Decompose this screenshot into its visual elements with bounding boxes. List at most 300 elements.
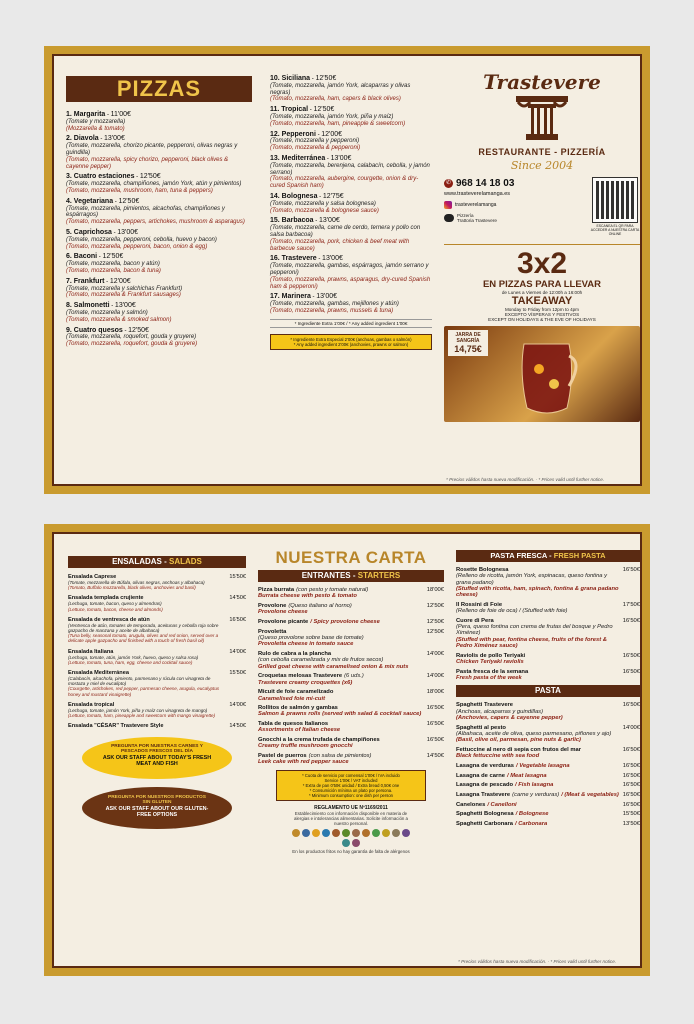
menu-row bbox=[258, 603, 444, 616]
pizza-name: 17. Marinera bbox=[270, 293, 311, 301]
salad-row bbox=[68, 649, 246, 665]
dish-name: Lasagna de carne bbox=[456, 772, 505, 779]
pizza-header bbox=[270, 294, 432, 301]
pizzas-panel bbox=[52, 54, 642, 486]
dish-desc-es: (carne y verduras) bbox=[512, 791, 560, 798]
extra-special-note-es: * Ingrediente Extra Especial 2'00€ (anchoas, gambas o salmón) bbox=[290, 336, 412, 342]
pizza-ingredients-es: (Tomate, mozzarella, chorizo picante, pepperoni, olivas negras y guindilla) bbox=[66, 143, 238, 156]
salad-row bbox=[68, 617, 246, 644]
starters-header: ENTRANTES - STARTERS bbox=[258, 570, 444, 582]
dish-price: 12'50€ bbox=[426, 628, 444, 635]
menu-row bbox=[258, 705, 444, 718]
salad-price: 14'50€ bbox=[229, 595, 246, 602]
dish-price: 16'50€ bbox=[426, 737, 444, 744]
promo-line-4: EXCEPTO VÍSPERAS Y FESTIVOS bbox=[504, 312, 580, 317]
menu-row-text bbox=[456, 567, 623, 598]
menu-row-text bbox=[456, 763, 623, 769]
pizza-name: 3. Cuatro estaciones bbox=[66, 173, 135, 181]
dish-price: 12'50€ bbox=[426, 602, 444, 609]
pizza-ingredients-en: (Tomato, mozzarella, prawns, asparagus, dry-cured Spanish ham & pepperoni) bbox=[270, 276, 431, 290]
pizza-name: 14. Bolognesa bbox=[270, 192, 318, 200]
pizza-item bbox=[66, 328, 252, 348]
menu-row bbox=[456, 653, 640, 666]
dish-desc-es: (Albahaca, aceite de oliva, queso parmesano, piñones y ajo) bbox=[456, 730, 612, 737]
pizza-separator: - bbox=[104, 278, 110, 285]
pizza-name: 11. Tropical bbox=[270, 106, 309, 114]
dish-price: 12'50€ bbox=[426, 618, 444, 625]
salad-row bbox=[68, 723, 246, 729]
menu-row-text bbox=[456, 653, 623, 666]
pizza-header bbox=[66, 174, 252, 181]
pizza-separator: - bbox=[308, 107, 314, 114]
dish-name: Fettuccine al nero di sepia con frutos del mar bbox=[456, 746, 581, 753]
salad-text bbox=[68, 723, 229, 729]
pizza-name: 13. Mediterránea bbox=[270, 154, 326, 162]
salad-text bbox=[68, 574, 229, 590]
pizza-separator: - bbox=[109, 303, 115, 310]
pizza-price: 13'00€ bbox=[322, 255, 343, 263]
menu-row-text bbox=[456, 802, 623, 808]
pizza-ingredients-es: (Tomate, mozzarella, champiñones, jamón York, atún y pimientos) bbox=[66, 181, 242, 188]
dish-price: 14'00€ bbox=[426, 673, 444, 680]
tripadvisor-line-2[interactable]: Trattoria Trastevere bbox=[457, 218, 497, 223]
allergen-sulphite-icon bbox=[402, 829, 410, 837]
pizza-name: 9. Cuatro quesos bbox=[66, 326, 123, 334]
allergen-mollusc-icon bbox=[342, 839, 350, 847]
pizza-ingredients-en: (Tomato, mozzarella, peppers, artichokes, mushroom & asparagus) bbox=[66, 219, 245, 226]
menu-row-text bbox=[258, 705, 427, 718]
pasta-column bbox=[456, 534, 640, 966]
pizza-separator: - bbox=[316, 256, 323, 263]
pizza-list-right bbox=[270, 76, 432, 315]
pizza-ingredients-es: (Tomate y mozzarella) bbox=[66, 118, 126, 125]
footer-note-top: * Precios válidos hasta nueva modificación. · * Prices valid until further notice. bbox=[446, 477, 605, 482]
service-box bbox=[276, 770, 426, 801]
menu-row-text bbox=[258, 721, 427, 734]
tripadvisor-line-1: Pizzería bbox=[457, 213, 474, 218]
menu-row-text bbox=[258, 629, 427, 648]
pizza-separator: - bbox=[105, 112, 111, 118]
pizza-item bbox=[270, 156, 432, 190]
pizza-header bbox=[66, 303, 252, 310]
column-logo-icon bbox=[512, 94, 572, 142]
pizza-header bbox=[270, 132, 432, 139]
pizza-price: 12'50€ bbox=[118, 197, 140, 205]
menu-row-text bbox=[456, 773, 623, 779]
phone-number[interactable]: 968 14 18 03 bbox=[456, 178, 515, 189]
salad-desc-es: (Lechuga, tomate, jamón York, piña y maíz con vinagreta de mango) bbox=[68, 707, 208, 713]
pizza-ingredients-es: (Tomate, mozzarella, gambas, mejillones y atún) bbox=[270, 301, 399, 308]
dish-price: 14'00€ bbox=[426, 650, 444, 657]
salads-header: ENSALADAS - SALADS bbox=[68, 556, 246, 568]
pizza-item bbox=[66, 174, 252, 194]
pizzas-column-right bbox=[270, 56, 432, 484]
pizza-header bbox=[270, 156, 432, 163]
dish-price: 16'50€ bbox=[622, 746, 640, 753]
salad-name: Ensalada "CÉSAR" Trastevere Style bbox=[68, 723, 164, 730]
pizza-price: 13'00€ bbox=[117, 228, 139, 236]
salad-price: 15'50€ bbox=[229, 574, 246, 580]
pizza-item bbox=[270, 256, 432, 290]
pizza-item bbox=[270, 294, 432, 314]
pizza-name: 15. Barbacoa bbox=[270, 217, 314, 225]
menu-row-text bbox=[258, 689, 427, 702]
dish-name: Croquetas melosas Trastevere bbox=[258, 673, 343, 680]
pizza-item bbox=[66, 230, 252, 250]
pizza-ingredients-en: (Tomato, mozzarella, roquefort, gouda & gruyere) bbox=[66, 341, 198, 348]
dish-name: Tabla de quesos Italianos bbox=[258, 721, 329, 728]
dish-desc-es: (Relleno de foie de oca) / (Stuffed with foie) bbox=[456, 608, 568, 615]
pizza-ingredients-es: (Tomate, mozzarella, berenjena, calabacín, cebolla, y jamón serrano) bbox=[270, 162, 430, 176]
pizza-ingredients-es: (Tomate, mozzarella, bacon y atún) bbox=[66, 261, 160, 268]
menu-row bbox=[456, 811, 640, 817]
ask-meat-es: PREGUNTA POR NUESTRAS CARNES Y PESCADOS FRESCOS DEL DÍA bbox=[111, 744, 203, 755]
pizza-price: 12'00€ bbox=[109, 277, 131, 285]
menu-row bbox=[258, 673, 444, 686]
pizza-price: 12'50€ bbox=[313, 106, 335, 114]
menu-row bbox=[456, 802, 640, 808]
fresh-pasta-title-es: PASTA FRESCA bbox=[490, 551, 548, 560]
allergen-celery-icon bbox=[372, 829, 380, 837]
salad-name: Ensalada de ventresca de atún bbox=[68, 616, 150, 623]
dish-price: 16'50€ bbox=[426, 721, 444, 728]
pizza-ingredients-es: (Tomate, mozzarella, jamón York, piña y maíz) bbox=[270, 113, 394, 120]
menu-row bbox=[456, 669, 640, 682]
pizza-header bbox=[270, 76, 432, 83]
carta-panel bbox=[52, 532, 642, 968]
dish-name: Provolone picante bbox=[258, 618, 309, 625]
salads-title-es: ENSALADAS bbox=[112, 557, 162, 566]
menu-row bbox=[258, 737, 444, 750]
pizza-ingredients-es: (Tomate, mozzarella, pimientos, alcachofas, champiñones y espárragos) bbox=[66, 205, 225, 219]
menu-row-text bbox=[456, 782, 623, 788]
dish-desc-en: (Anchovies, capers & cayenne pepper) bbox=[456, 714, 563, 721]
pasta-list bbox=[456, 702, 640, 827]
pizza-header bbox=[66, 112, 252, 119]
pizza-ingredients-en: (Tomato, mozzarella & Frankfurt sausages) bbox=[66, 292, 181, 299]
pizza-separator: - bbox=[134, 174, 140, 181]
pizza-item bbox=[270, 194, 432, 214]
pizza-price: 12'00€ bbox=[321, 130, 343, 138]
menu-row bbox=[258, 651, 444, 670]
menu-row bbox=[456, 763, 640, 769]
dish-desc-en: Assortments of Italian cheese bbox=[258, 727, 341, 734]
menu-row bbox=[258, 629, 444, 648]
takeaway-promo bbox=[444, 244, 640, 322]
pizza-item bbox=[66, 303, 252, 323]
pizza-ingredients-en: (Tomato, mozzarella, ham, pineapple & sweetcorn) bbox=[270, 120, 406, 127]
menu-row-text bbox=[456, 811, 623, 817]
dish-desc-en: Trastevere creamy croquettes (x6) bbox=[258, 679, 353, 686]
dish-desc-es: (con salsa de pimientos) bbox=[308, 753, 372, 760]
pizza-name: 1. Margarita bbox=[66, 111, 106, 118]
starter-list bbox=[258, 587, 444, 766]
carta-title: NUESTRA CARTA bbox=[275, 548, 427, 567]
salad-name: Ensalada Mediterránea bbox=[68, 670, 129, 677]
menu-row bbox=[258, 753, 444, 766]
ask-gluten-en: ASK OUR STAFF ABOUT OUR GLUTEN-FREE OPTIONS bbox=[105, 806, 209, 819]
pizza-ingredients-en: (Mozzarella & tomato) bbox=[66, 125, 125, 132]
dish-price: 14'50€ bbox=[426, 753, 444, 760]
pizza-price: 12'50€ bbox=[315, 75, 337, 82]
menu-row bbox=[456, 782, 640, 788]
sangria-jug-icon bbox=[514, 334, 584, 418]
dish-desc-en: / Vegetable lasagna bbox=[516, 762, 570, 769]
promo-line-2: de Lunes a Viernes de 12:00h a 16:00h bbox=[501, 290, 583, 295]
ask-meat-badge bbox=[82, 737, 232, 779]
allergen-peanut-icon bbox=[332, 829, 340, 837]
menu-row-text bbox=[456, 602, 623, 615]
menu-row-text bbox=[258, 651, 427, 670]
menu-row bbox=[456, 702, 640, 721]
pizzas-column-left bbox=[66, 56, 252, 484]
pizza-item bbox=[66, 254, 252, 274]
pizza-separator: - bbox=[317, 193, 323, 200]
pizza-name: 4. Vegetariana bbox=[66, 197, 114, 205]
allergen-sesame-icon bbox=[392, 829, 400, 837]
pizza-ingredients-en: (Tomato, mozzarella, aubergine, courgette, onion & dry-cured Spanish ham) bbox=[270, 176, 419, 190]
menu-row-text bbox=[456, 821, 623, 827]
sangria-photo bbox=[444, 326, 640, 422]
dish-price: 16'50€ bbox=[622, 762, 640, 769]
salads-title-en: SALADS bbox=[169, 557, 202, 566]
brand-since: Since 2004 bbox=[510, 159, 574, 172]
menu-row bbox=[456, 792, 640, 798]
pizza-header bbox=[66, 328, 252, 335]
menu-page-carta bbox=[44, 524, 650, 976]
pizza-header bbox=[270, 194, 432, 201]
dish-price: 16'50€ bbox=[622, 567, 640, 573]
dish-desc-es: (Pera, queso fontina con crema de frutas del bosque y Pedro Ximénez) bbox=[456, 624, 613, 637]
dish-desc-es: (con cebolla caramelizada y mix de frutos secos) bbox=[258, 657, 384, 664]
menu-row-text bbox=[456, 618, 623, 649]
salad-row bbox=[68, 574, 246, 590]
allergen-lupin-icon bbox=[352, 839, 360, 847]
menu-row-text bbox=[258, 753, 427, 766]
promo-3x2: 3x2 bbox=[516, 247, 568, 280]
dish-desc-es: (Anchoas, alcaparras y guindillas) bbox=[456, 708, 543, 715]
dish-price: 16'50€ bbox=[622, 791, 640, 798]
dish-price: 16'50€ bbox=[622, 668, 640, 675]
salad-text bbox=[68, 702, 229, 718]
pizza-item bbox=[66, 279, 252, 299]
salad-desc-en: (Tomato, Buffalo mozzarella, black olives, anchovies and basil) bbox=[68, 585, 196, 591]
menu-row bbox=[456, 747, 640, 760]
pizza-header bbox=[270, 256, 432, 263]
pizza-ingredients-es: (Tomate, mozzarella y salsa bolognesa) bbox=[270, 200, 376, 207]
instagram-handle[interactable]: trasteverelamanga bbox=[455, 202, 497, 208]
dish-name: Rulo de cabra a la plancha bbox=[258, 650, 332, 657]
starters-title-es: ENTRANTES bbox=[301, 571, 351, 580]
pizza-ingredients-en: (Tomato, mozzarella, spicy chorizo, pepperoni, black olives & cayenne pepper) bbox=[66, 156, 229, 170]
menu-row bbox=[456, 602, 640, 615]
dish-desc-es: (Queso italiano al horno) bbox=[288, 602, 352, 609]
dish-name: Pasta fresca de la semana bbox=[456, 668, 529, 675]
dish-price: 16'50€ bbox=[622, 772, 640, 779]
salad-name: Ensalada tropical bbox=[68, 701, 115, 708]
dish-name: Provolone bbox=[258, 602, 287, 609]
fresh-pasta-title-en: FRESH PASTA bbox=[553, 551, 606, 560]
pizza-header bbox=[270, 107, 432, 114]
pizza-item bbox=[270, 218, 432, 252]
salad-desc-es: (Tomate, mezzarella de Búfala, olivas negras, anchoas y albahaca) bbox=[68, 580, 205, 585]
pizza-item bbox=[66, 112, 252, 132]
pizza-ingredients-es: (Tomate, mozzarella, carne de cerdo, ternera y pollo con salsa barbacoa) bbox=[270, 225, 421, 238]
qr-caption: ESCANEA EL QR PARA ACCEDER A NUESTRA CARTA ONLINE bbox=[590, 224, 640, 236]
dish-desc-en: / Spicy provolone cheese bbox=[310, 618, 380, 625]
pizza-price: 13'00€ bbox=[330, 154, 352, 162]
service-line: * Minimum consumption: one dish per person bbox=[308, 792, 394, 798]
dish-price: 18'00€ bbox=[426, 587, 444, 593]
dish-name: Gnocchi a la crema trufada de champiñones bbox=[258, 737, 380, 744]
pizza-ingredients-en: (Tomato, mozzarella, ham, capers & black olives) bbox=[270, 96, 401, 103]
dish-desc-en: / Carbonara bbox=[515, 820, 548, 827]
dish-desc-en: / Meat lasagna bbox=[506, 772, 547, 779]
dish-name: Spaghetti Trastevere bbox=[456, 702, 514, 709]
dish-desc-es: (6 uds.) bbox=[344, 673, 364, 680]
pizza-header bbox=[270, 218, 432, 225]
allergen-egg-icon bbox=[312, 829, 320, 837]
allergen-fish-icon bbox=[322, 829, 330, 837]
pizza-item bbox=[66, 199, 252, 226]
pizza-separator: - bbox=[310, 294, 317, 301]
allergen-soy-icon bbox=[342, 829, 350, 837]
dish-desc-en: Chicken Teriyaki raviolis bbox=[456, 659, 524, 666]
dish-name: Provoletta bbox=[258, 628, 287, 635]
salad-name: Ensalada Caprese bbox=[68, 574, 117, 580]
dish-price: 15'50€ bbox=[622, 811, 640, 818]
menu-row bbox=[258, 619, 444, 625]
dish-desc-en: / Fish lasagna bbox=[515, 782, 554, 789]
pizza-ingredients-en: (Tomato, mozzarella, prawns, mussels & tuna) bbox=[270, 307, 394, 314]
promo-line-1: EN PIZZAS PARA LLEVAR bbox=[482, 279, 602, 290]
pizza-name: 12. Pepperoni bbox=[270, 130, 316, 138]
pizza-list-left bbox=[66, 112, 252, 348]
salad-price: 14'00€ bbox=[229, 648, 246, 655]
menu-row bbox=[258, 587, 444, 600]
pizza-price: 12'50€ bbox=[128, 326, 149, 334]
website-link[interactable]: www.trasteverelamanga.es bbox=[444, 191, 511, 197]
pizza-separator: - bbox=[122, 327, 129, 334]
menu-row-text bbox=[258, 737, 427, 750]
pizza-ingredients-en: (Tomato, mozzarella, mushroom, ham, tuna & peppers) bbox=[66, 187, 213, 194]
reglamento-text: Establecimiento con información disponible en materia de alergias e intolerancias alimentarias. Solicite información a nuestro personal. bbox=[294, 810, 408, 826]
dish-desc-en: Creamy truffle mushroom gnocchi bbox=[258, 743, 353, 750]
service-line: Service 1'00€ / VAT included bbox=[324, 777, 378, 783]
menu-row-text bbox=[258, 619, 427, 625]
salad-row bbox=[68, 702, 246, 718]
dish-price: 18'00€ bbox=[426, 689, 444, 696]
pizza-name: 16. Trastevere bbox=[270, 255, 317, 263]
dish-name: Rosette Bolognesa bbox=[456, 567, 509, 573]
pizza-item bbox=[270, 132, 432, 152]
salad-text bbox=[68, 617, 229, 644]
salad-text bbox=[68, 670, 229, 697]
pizza-price: 13'00€ bbox=[316, 293, 338, 301]
pizza-price: 12'50€ bbox=[139, 173, 161, 181]
pizza-item bbox=[66, 136, 252, 170]
sangria-label: JARRA DE SANGRÍA bbox=[455, 332, 481, 344]
dish-name: Rollitos de salmón y gambas bbox=[258, 705, 338, 712]
dish-name: Raviolis de pollo Teriyaki bbox=[456, 652, 526, 659]
qr-code[interactable] bbox=[593, 178, 637, 222]
dish-name: Spaghetti al pesto bbox=[456, 724, 506, 731]
promo-line-3: Monday to Friday from 12pm to 4pm bbox=[504, 307, 580, 312]
dish-price: 14'00€ bbox=[622, 724, 640, 731]
service-line: * Cuota de servicio por comensal 1'00€ / IVA incluido bbox=[302, 772, 400, 778]
pizza-ingredients-en: (Tomato, mozzarella & smoked salmon) bbox=[66, 316, 172, 323]
menu-row-text bbox=[456, 792, 623, 798]
pizza-header bbox=[66, 136, 252, 143]
dish-name: Pastel de puerros bbox=[258, 753, 307, 760]
dish-desc-en: / Canelloni bbox=[487, 801, 517, 808]
dish-price: 16'50€ bbox=[622, 702, 640, 709]
instagram-icon bbox=[444, 201, 452, 209]
dish-price: 16'50€ bbox=[622, 617, 640, 624]
dish-price: 13'50€ bbox=[622, 820, 640, 827]
dish-desc-en: Black fettuccine with sea food bbox=[456, 753, 540, 760]
dish-desc-en: Caramelised foie mi-cuit bbox=[258, 695, 326, 702]
pizza-separator: - bbox=[111, 229, 118, 236]
dish-desc-en: Fresh pasta of the week bbox=[456, 675, 522, 682]
dish-name: Lasagna Trastevere bbox=[456, 791, 511, 798]
salads-column bbox=[68, 534, 246, 966]
dish-desc-en: (Stuffed with ricotta, ham, spinach, fontina & grana padano cheese) bbox=[456, 585, 619, 599]
service-line: * Consumición mínima un plato por persona. bbox=[309, 787, 393, 793]
allergen-nuts-icon bbox=[362, 829, 370, 837]
salad-desc-en: (Courgette, artichokes, red pepper, parmesan cheese, arugula, eucalyptus honey and mustard vinaigrette) bbox=[68, 686, 220, 697]
pizza-ingredients-en: (Tomato, mozzarella, pepperoni, bacon, onion & egg) bbox=[66, 243, 208, 250]
salad-text bbox=[68, 649, 229, 665]
menu-row-text bbox=[456, 669, 623, 682]
pizza-name: 8. Salmonetti bbox=[66, 302, 110, 310]
dish-name: Lasagna de pescado bbox=[456, 782, 514, 789]
salad-desc-es: (Ventresca de atún, tomates de temporada, aceitunas y cebolla roja sobre gazpacho de manzana y aceite de albahaca) bbox=[68, 622, 219, 634]
fresh-pasta-header: PASTA FRESCA - FRESH PASTA bbox=[456, 550, 640, 562]
dish-desc-en: Salmon & prawns rolls (served with salad & cocktail sauce) bbox=[258, 711, 422, 718]
salad-price: 14'00€ bbox=[229, 701, 246, 708]
salad-text bbox=[68, 595, 229, 611]
salad-desc-en: (Lettuce, tomato, bacon, cheese and almonds) bbox=[68, 606, 163, 612]
service-line: * Extra de pan 0'50€ unidad / Extra bread 0,50€ one bbox=[302, 782, 400, 788]
allergen-gluten-icon bbox=[292, 829, 300, 837]
dish-name: Cuore di Pera bbox=[456, 617, 494, 624]
dish-desc-en: (Basil, olive oil, parmesan, pine nuts & garlic) bbox=[456, 737, 581, 744]
dish-name: Pizza burrata bbox=[258, 587, 295, 593]
dish-desc-es: (Relleno de ricotta, jamón York, espinacas, queso fontina y grana padano) bbox=[456, 573, 608, 586]
dish-name: Il Rossini di Foie bbox=[456, 601, 503, 608]
sangria-price: 14,75€ bbox=[454, 344, 482, 354]
pizza-name: 6. Baconi bbox=[66, 253, 98, 261]
salad-name: Ensalada Italiana bbox=[68, 648, 114, 655]
pizza-ingredients-en: (Tomato, mozzarella, bacon & tuna) bbox=[66, 267, 161, 274]
dish-price: 16'50€ bbox=[622, 801, 640, 808]
dish-desc-en: Grilled goat cheese with caramelised onion & mix nuts bbox=[258, 663, 409, 670]
promo-takeaway: TAKEAWAY bbox=[511, 295, 573, 307]
dish-name: Lasagna de verduras bbox=[456, 762, 514, 769]
salad-price: 16'50€ bbox=[229, 616, 246, 623]
pizza-ingredients-en: (Tomato, mozzarella, pork, chicken & beef meat with barbecue sauce) bbox=[270, 238, 410, 252]
dish-price: 16'50€ bbox=[622, 652, 640, 659]
pizza-header bbox=[66, 254, 252, 261]
ask-gluten-badge bbox=[82, 787, 232, 829]
dish-desc-en: Provoletta cheese in tomato sauce bbox=[258, 641, 354, 648]
salad-list bbox=[68, 574, 246, 729]
pizza-ingredients-es: (Tomate, mozzarella y pepperoni) bbox=[270, 138, 360, 145]
pizza-separator: - bbox=[97, 254, 103, 261]
dish-desc-en: / (Meat & vegetables) bbox=[561, 791, 619, 798]
footer-note-bottom: * Precios válidos hasta nueva modificación. · * Prices valid until further notice. bbox=[458, 959, 617, 964]
